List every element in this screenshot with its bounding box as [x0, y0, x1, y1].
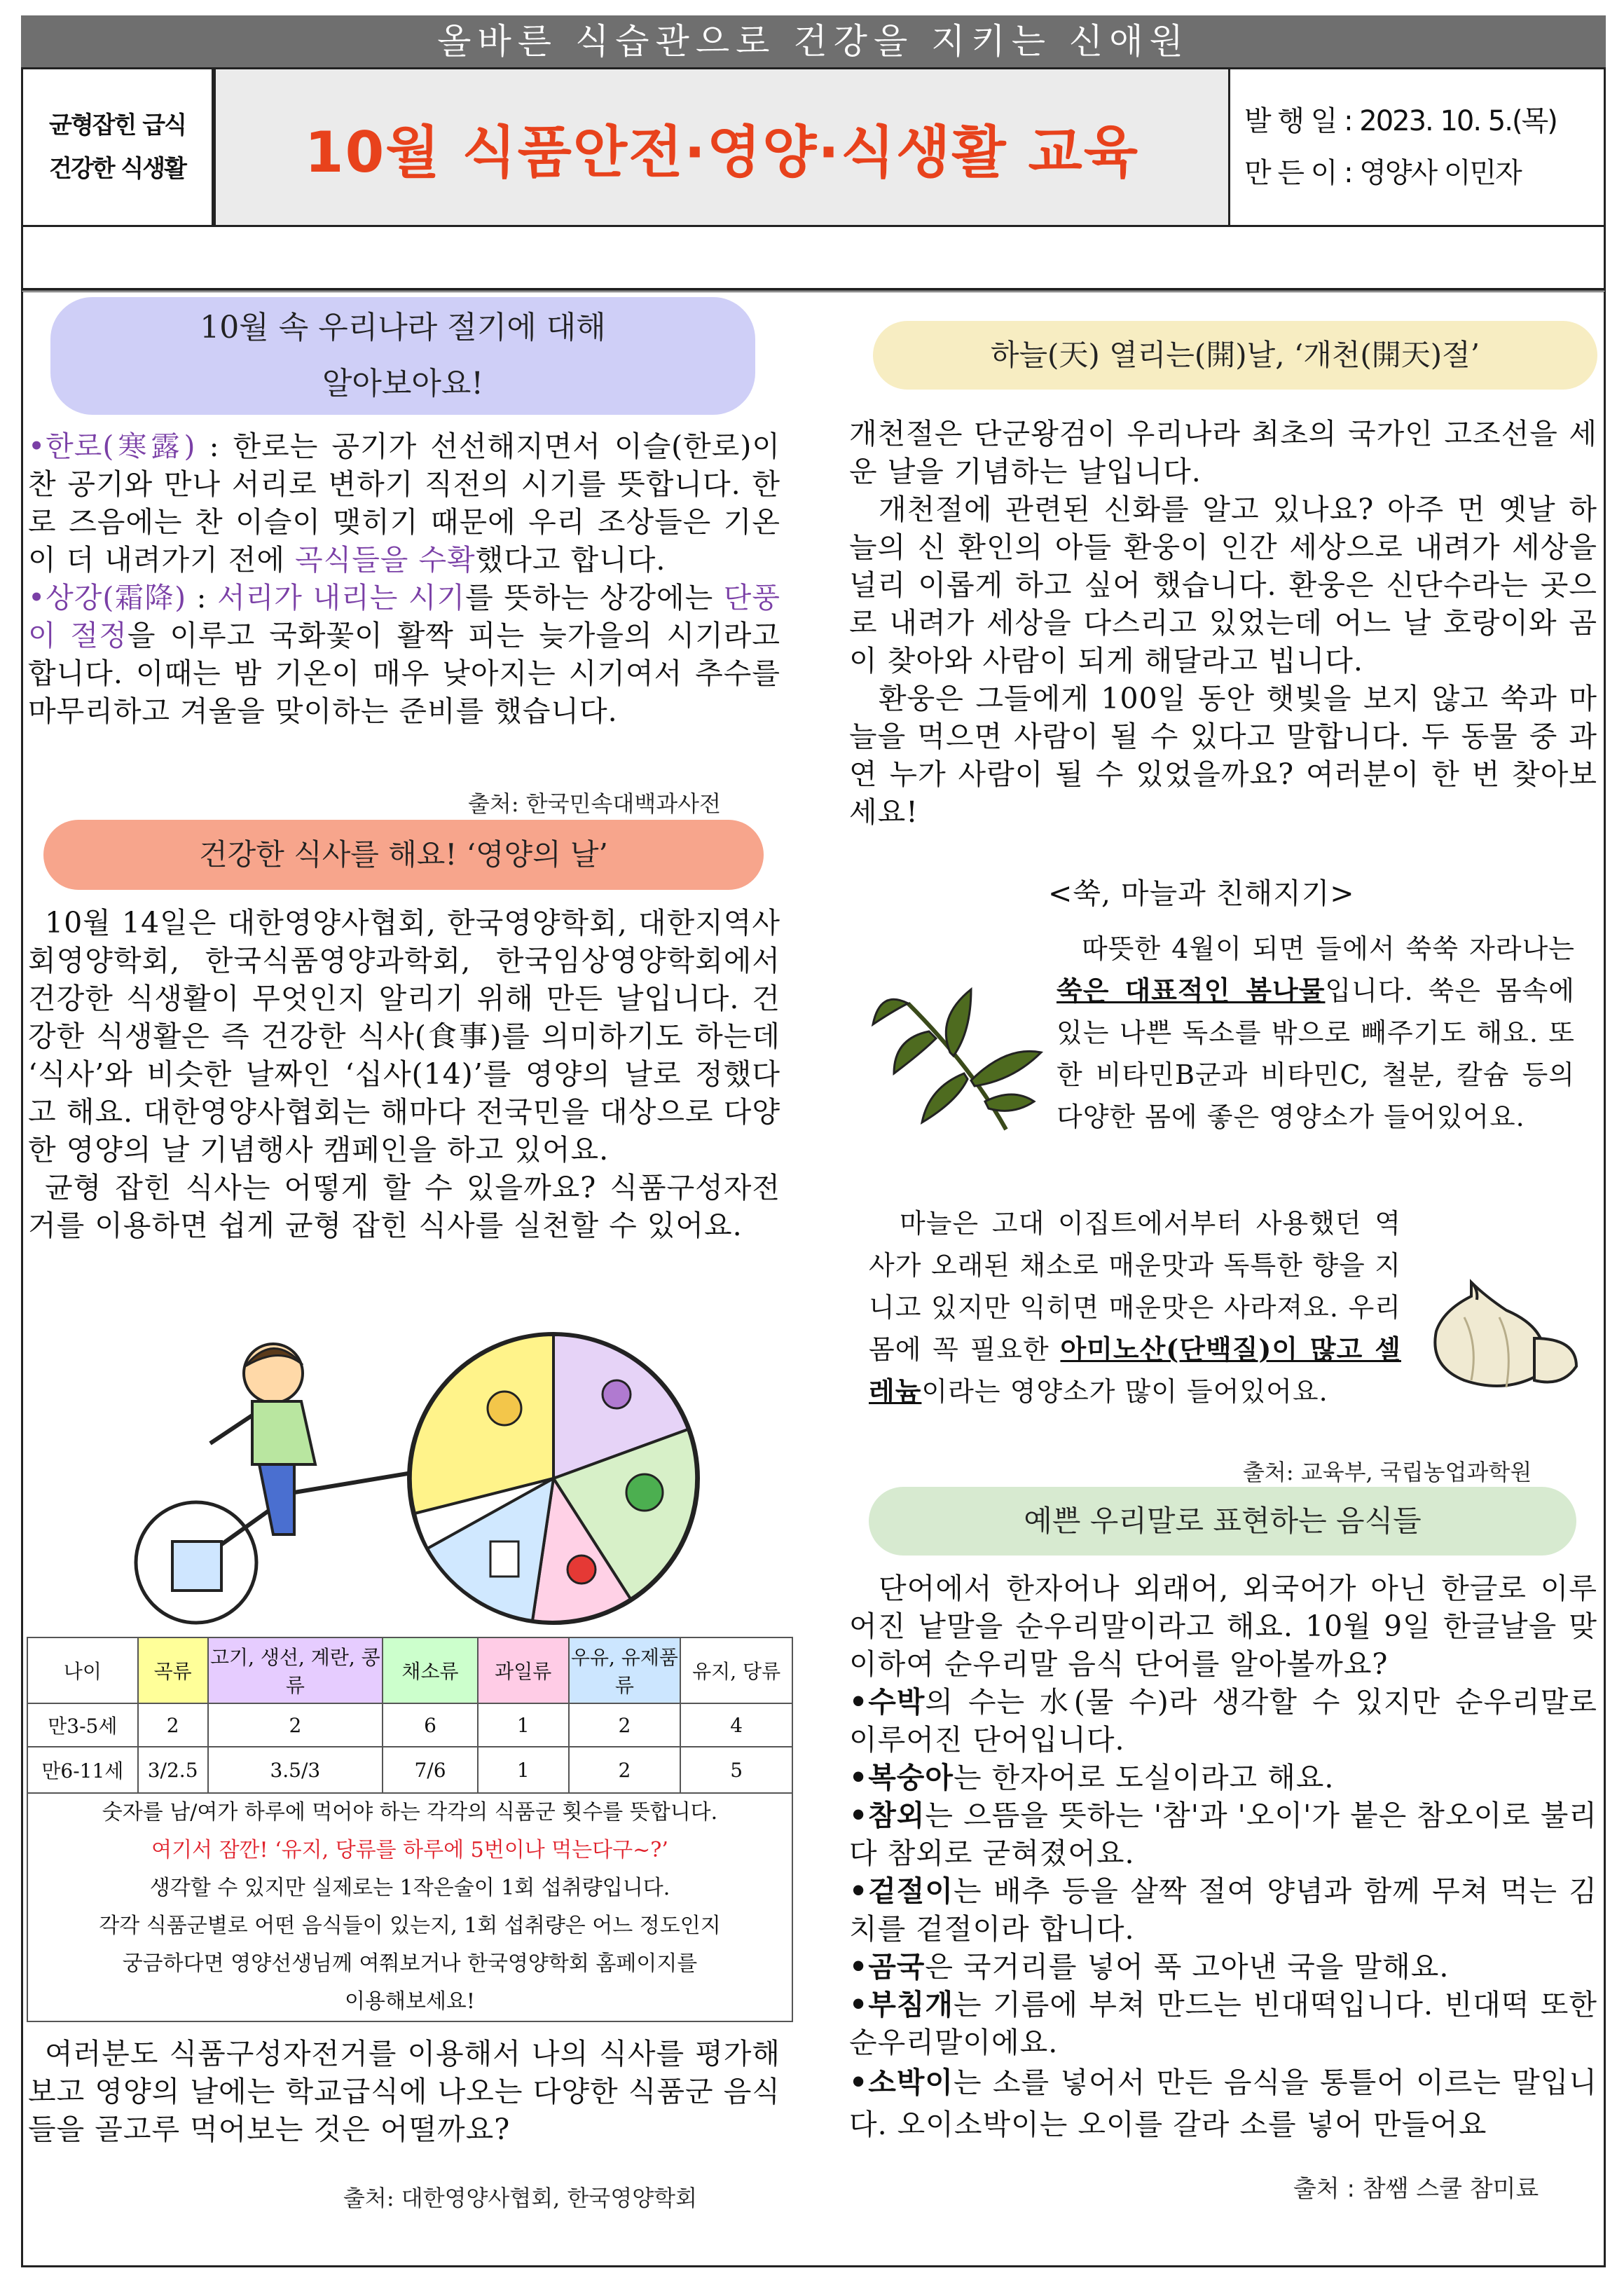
ssuk-underline: 쑥은 대표적인 봄나물 — [1057, 975, 1326, 1006]
table-cell: 3.5/3 — [208, 1747, 383, 1793]
table-cell: 1 — [478, 1703, 569, 1747]
word-term: •부침개 — [849, 1988, 954, 2021]
list-item — [849, 1986, 1597, 2061]
table-header-cell: 고기, 생선, 계란, 콩류 — [208, 1637, 383, 1703]
header — [21, 67, 1606, 227]
hanro-text2: 했다고 합니다. — [475, 543, 666, 577]
gaecheon-text — [849, 415, 1597, 831]
solar-terms-text — [28, 427, 780, 730]
table-cell: 만6-11세 — [27, 1747, 138, 1793]
sanggang-text2: 을 이루고 국화꽃이 활짝 피는 늦가을의 시기라고 합니다. 이때는 밤 기온이 매우 낮아지는 시기여서 추수를 마무리하고 겨울을 맞이하는 준비를 했습니다. — [28, 619, 780, 728]
words-source: 출처 : 참쌤 스쿨 참미료 — [1293, 2175, 1539, 2203]
table-header-cell: 우유, 유제품류 — [569, 1637, 681, 1703]
solar-terms-source: 출처: 한국민속대백과사전 — [468, 790, 721, 817]
header-blank-row — [21, 227, 1606, 290]
table-note-line2: 여기서 잠깐! ‘유지, 당류를 하루에 5번이나 먹는다구~?’ — [151, 1838, 668, 1862]
ssuk-text2: 입니다. 쑥은 몸속에 있는 나쁜 독소를 밖으로 빼주기도 해요. 또한 비타민B군과 비타민C, 철분, 칼슘 등의 다양한 몸에 좋은 영양소가 들어있어요. — [1057, 975, 1575, 1132]
table-note-line6: 이용해보세요! — [345, 1989, 475, 2014]
word-term: •소박이 — [849, 2066, 954, 2099]
solar-terms-heading — [50, 297, 755, 415]
food-group-table — [27, 1637, 793, 1794]
ssuk-text1: 따뜻한 4월이 되면 들에서 쑥쑥 자라나는 — [1082, 933, 1575, 964]
words-heading: 예쁜 우리말로 표현하는 음식들 — [869, 1487, 1576, 1556]
list-item — [849, 1759, 1597, 1797]
nutrition-day-para2: 균형 잡힌 식사는 어떻게 할 수 있을까요? 식품구성자전거를 이용하면 쉽게 균형 잡힌 식사를 실천할 수 있어요. — [28, 1171, 780, 1242]
word-term: •복숭아 — [849, 1761, 954, 1794]
table-cell: 6 — [383, 1703, 478, 1747]
solar-terms-heading-line2: 알아보아요! — [322, 366, 484, 401]
gaecheon-para2: 개천절에 관련된 신화를 알고 있나요? 아주 먼 옛날 하늘의 신 환인의 아들 환웅이 인간 세상으로 내려가 세상을 널리 이롭게 하고 싶어 했습니다. 환웅은 신단수라는 곳으로 내려가 세상을 다스리고 있었는데 어느 날 호랑이와 곰이 찾아와 사람이 되게 해달라고 빕니다. — [849, 493, 1597, 678]
table-header-cell: 곡류 — [138, 1637, 208, 1703]
table-header-cell: 채소류 — [383, 1637, 478, 1703]
sanggang-text0: : — [186, 581, 218, 614]
table-header-cell: 나이 — [27, 1637, 138, 1703]
closing-text: 여러분도 식품구성자전거를 이용해서 나의 식사를 평가해보고 영양의 날에는 학교급식에 나오는 다양한 식품군 음식들을 골고루 먹어보는 것은 어떨까요? — [28, 2037, 780, 2146]
table-note-line3: 생각할 수 있지만 실제로는 1작은술이 1회 섭취량입니다. — [149, 1876, 670, 1900]
word-desc: 는 한자어로 도실이라고 해요. — [954, 1761, 1335, 1794]
table-note-line5: 궁금하다면 영양선생님께 여쭤보거나 한국영양학회 홈페이지를 — [122, 1951, 698, 1976]
sanggang-highlight1: 서리가 내리는 시기 — [217, 581, 466, 614]
bicycle-rider — [136, 1344, 420, 1623]
word-desc: 는 소를 넣어서 만든 음식을 통틀어 이르는 말입니다. 오이소박이는 오이를 갈라 소를 넣어 만들어요 — [849, 2066, 1597, 2141]
hanro-highlight: 곡식들을 수확 — [294, 543, 476, 577]
nutrition-day-text — [28, 904, 780, 1244]
header-info — [1228, 69, 1604, 225]
word-desc: 의 수는 水(물 수)라 생각할 수 있지만 순우리말로 이루어진 단어입니다. — [849, 1685, 1597, 1757]
table-note-line1: 숫자를 남/여가 하루에 먹어야 하는 각각의 식품군 횟수를 뜻합니다. — [102, 1800, 718, 1825]
word-term: •수박 — [849, 1685, 925, 1719]
sanggang-text1: 를 뜻하는 상강에는 — [465, 581, 724, 614]
nutrition-day-para1: 10월 14일은 대한영양사협회, 한국영양학회, 대한지역사회영양학회, 한국식품영양과학회, 한국임상영양학회에서 건강한 식생활이 무엇인지 알리기 위해 만든 날입니다. 건강한 식생활은 즉 건강한 식사(食事)를 의미하기도 하는데 ‘식사’와 비슷한 날짜인 ‘십사(14)’를 영양의 날로 정했다고 해요. 대한영양사협회는 해마다 전국민을 대상으로 다양한 영양의 날 기념행사 캠페인을 하고 있어요. — [28, 906, 780, 1167]
word-term: •참외 — [849, 1799, 925, 1832]
list-item — [849, 2061, 1597, 2145]
table-note — [27, 1794, 793, 2022]
issue-date: 발 행 일 : 2023. 10. 5.(목) — [1244, 105, 1557, 137]
table-header-row — [27, 1637, 792, 1703]
table-row — [27, 1703, 792, 1747]
word-desc: 는 배추 등을 살짝 절여 양념과 함께 무쳐 먹는 김치를 겉절이라 합니다. — [849, 1874, 1597, 1946]
slogan-line-1: 균형잡힌 급식 — [49, 111, 186, 139]
closing-source: 출처: 대한영양사협회, 한국영양학회 — [343, 2185, 697, 2211]
food-bicycle-illustration — [112, 1331, 729, 1626]
gaecheon-para3: 환웅은 그들에게 100일 동안 햇빛을 보지 않고 쑥과 마늘을 먹으면 사람이 될 수 있다고 말합니다. 두 동물 중 과연 누가 사람이 될 수 있었을까요? 여러분이 한 번 찾아보세요! — [849, 682, 1597, 829]
word-desc: 은 국거리를 넣어 푹 고아낸 국을 말해요. — [925, 1950, 1450, 1984]
words-intro: 단어에서 한자어나 외래어, 외국어가 아닌 한글로 이루어진 낱말을 순우리말이라고 해요. 10월 9일 한글날을 맞이하여 순우리말 음식 단어를 알아볼까요? — [849, 1572, 1597, 1681]
sanggang-highlight2: 단풍이 절정 — [28, 581, 780, 652]
list-item — [849, 1797, 1597, 1872]
list-item — [849, 1872, 1597, 1948]
gaecheon-para1: 개천절은 단군왕검이 우리나라 최초의 국가인 고조선을 세운 날을 기념하는 날입니다. — [849, 417, 1597, 488]
gaecheon-source: 출처: 교육부, 국립농업과학원 — [1243, 1459, 1532, 1485]
ssuk-text — [1057, 928, 1575, 1138]
table-cell: 1 — [478, 1747, 569, 1793]
garlic-text2: 이라는 영양소가 많이 들어있어요. — [921, 1376, 1328, 1407]
table-cell: 만3-5세 — [27, 1703, 138, 1747]
food-pie-wheel — [410, 1335, 697, 1622]
nutrition-day-heading: 건강한 식사를 해요! ‘영양의 날’ — [43, 820, 764, 890]
table-cell: 2 — [138, 1703, 208, 1747]
page-title: 10월 식품안전·영양·식생활 교육 — [214, 69, 1228, 225]
solar-terms-heading-line1: 10월 속 우리나라 절기에 대해 — [200, 310, 606, 345]
table-cell: 3/2.5 — [138, 1747, 208, 1793]
sanggang-label: •상강(霜降) — [28, 581, 187, 614]
gaecheon-heading: 하늘(天) 열리는(開)날, ‘개천(開天)절’ — [873, 321, 1597, 390]
garlic-underline: 아미노산(단백질)이 많고 셀레늄 — [869, 1333, 1401, 1407]
garlic-text — [869, 1202, 1401, 1413]
word-desc: 는 으뜸을 뜻하는 '참'과 '오이'가 붙은 참오이로 불리다 참외로 굳혀졌어요. — [849, 1799, 1597, 1870]
table-cell: 2 — [569, 1747, 681, 1793]
top-banner: 올바른 식습관으로 건강을 지키는 신애원 — [21, 15, 1606, 67]
hanro-label: •한로(寒露) — [28, 430, 196, 463]
mugwort-illustration — [866, 961, 1055, 1136]
table-header-cell: 유지, 당류 — [680, 1637, 792, 1703]
list-item — [849, 1948, 1597, 1986]
slogan-line-2: 건강한 식생활 — [49, 155, 186, 183]
table-row — [27, 1747, 792, 1793]
words-text — [849, 1570, 1597, 2145]
word-term: •겉절이 — [849, 1874, 954, 1908]
list-item — [849, 1683, 1597, 1759]
table-cell: 2 — [208, 1703, 383, 1747]
ssuk-garlic-subheading: <쑥, 마늘과 친해지기> — [1048, 877, 1355, 910]
garlic-illustration — [1422, 1268, 1583, 1394]
table-cell: 4 — [680, 1703, 792, 1747]
garlic-text1: 마늘은 고대 이집트에서부터 사용했던 역사가 오래된 채소로 매운맛과 독특한 향을 지니고 있지만 익히면 매운맛은 사라져요. 우리 몸에 꼭 필요한 — [869, 1208, 1401, 1365]
word-term: •곰국 — [849, 1950, 925, 1984]
author: 만 든 이 : 영양사 이민자 — [1244, 157, 1521, 189]
header-slogan — [23, 69, 214, 225]
table-cell: 2 — [569, 1703, 681, 1747]
table-cell: 7/6 — [383, 1747, 478, 1793]
hanro-text1: : 한로는 공기가 선선해지면서 이슬(한로)이 찬 공기와 만나 서리로 변하기 직전의 시기를 뜻합니다. 한로 즈음에는 찬 이슬이 맺히기 때문에 우리 조상들은 기온이 더 내려가기 전에 — [28, 430, 780, 577]
table-header-cell: 과일류 — [478, 1637, 569, 1703]
table-note-line4: 각각 식품군별로 어떤 음식들이 있는지, 1회 섭취량은 어느 정도인지 — [99, 1914, 721, 1938]
table-cell: 5 — [680, 1747, 792, 1793]
word-desc: 는 기름에 부쳐 만드는 빈대떡입니다. 빈대떡 또한 순우리말이에요. — [849, 1988, 1597, 2059]
